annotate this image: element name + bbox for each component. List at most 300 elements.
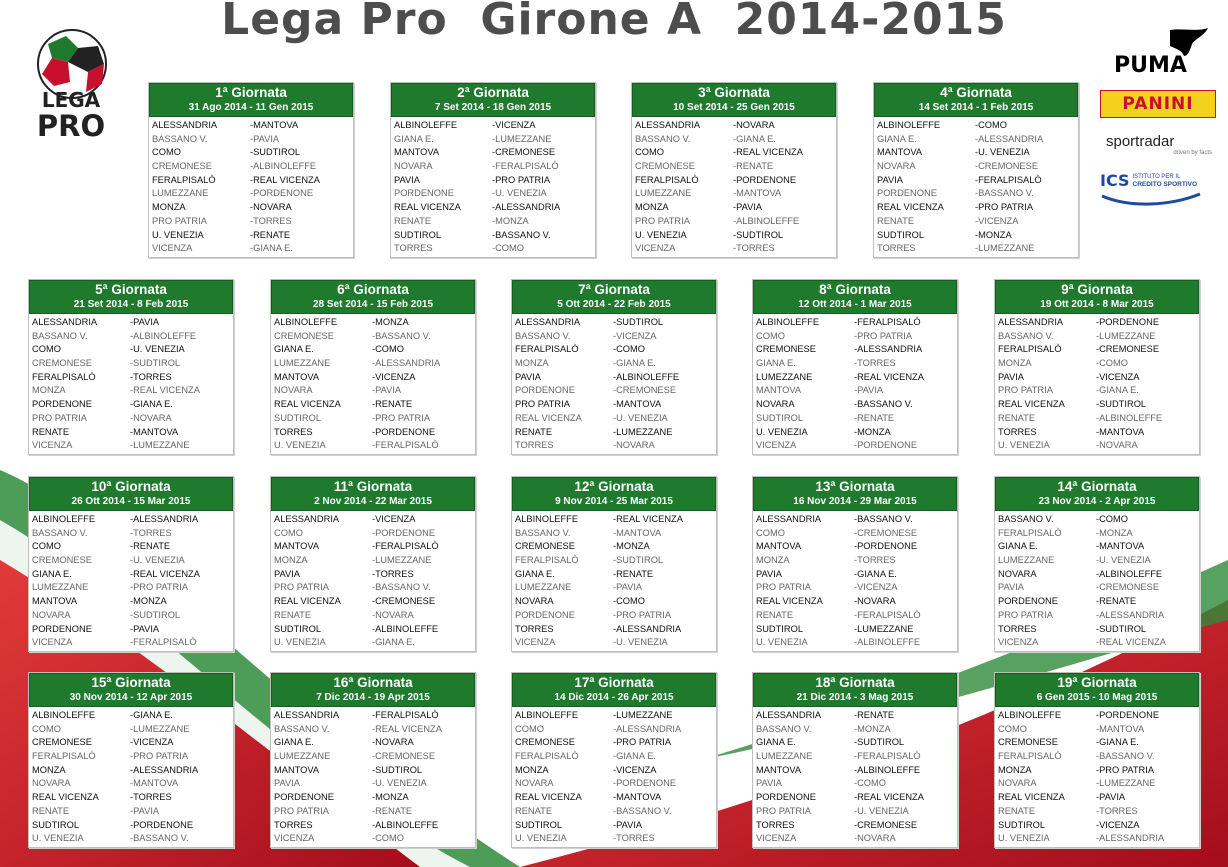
- home-team: LUMEZZANE: [635, 188, 692, 199]
- match-row: [32, 316, 230, 330]
- away-team: -GIANA E.: [250, 243, 293, 254]
- away-team: -VICENZA: [372, 371, 416, 382]
- home-team: LUMEZZANE: [32, 582, 89, 593]
- round-header: [149, 83, 353, 117]
- away-team: -PRO PATRIA: [613, 609, 672, 620]
- away-team: -FERALPISALÒ: [854, 317, 921, 327]
- away-team: -RENATE: [613, 568, 654, 579]
- home-team: REAL VICENZA: [877, 202, 944, 213]
- round-title: 2ª Giornata: [457, 85, 529, 100]
- away-team: -PRO PATRIA: [372, 412, 431, 423]
- round-dates: 26 Ott 2014 - 15 Mar 2015: [71, 496, 191, 507]
- away-team: -CREMONESE: [975, 161, 1039, 172]
- match-row: [32, 426, 230, 440]
- away-team: -FERALPISALÒ: [130, 637, 197, 648]
- away-team: -VICENZA: [372, 514, 416, 524]
- home-team: ALESSANDRIA: [152, 120, 218, 130]
- round-title: 5ª Giornata: [95, 282, 167, 297]
- match-row: [515, 343, 713, 357]
- away-team: -REAL VICENZA: [854, 371, 924, 382]
- home-team: PAVIA: [756, 568, 783, 579]
- away-team: -U. VENEZIA: [613, 412, 668, 423]
- away-team: -SUDTIROL: [130, 609, 181, 620]
- round-dates: 23 Nov 2014 - 2 Apr 2015: [1038, 496, 1156, 507]
- away-team: -ALESSANDRIA: [130, 514, 199, 524]
- home-team: REAL VICENZA: [274, 596, 341, 607]
- match-row: [756, 316, 954, 330]
- away-team: -LUMEZZANE: [492, 133, 552, 144]
- away-team: -RENATE: [1096, 596, 1137, 607]
- match-row: [32, 709, 230, 723]
- home-team: NOVARA: [515, 596, 554, 607]
- match-list: [29, 314, 233, 454]
- away-team: -PAVIA: [130, 623, 160, 634]
- round-header: [29, 673, 233, 707]
- home-team: FERALPISALÒ: [998, 344, 1062, 355]
- match-row: [635, 215, 833, 229]
- away-team: -SUDTIROL: [372, 764, 423, 775]
- match-row: [635, 174, 833, 188]
- match-row: [274, 609, 472, 623]
- away-team: -BASSANO V.: [613, 805, 672, 816]
- round-dates: 30 Nov 2014 - 12 Apr 2015: [69, 692, 193, 703]
- home-team: PRO PATRIA: [274, 582, 329, 593]
- away-team: -U. VENEZIA: [372, 778, 427, 789]
- home-team: MANTOVA: [877, 147, 923, 158]
- away-team: -RENATE: [372, 805, 413, 816]
- match-row: [756, 805, 954, 819]
- away-team: -MONZA: [854, 426, 891, 437]
- away-team: -PAVIA: [372, 385, 402, 396]
- away-team: -NOVARA: [733, 120, 775, 130]
- away-team: -GIANA E.: [1096, 385, 1139, 396]
- match-row: [274, 426, 472, 440]
- match-row: [756, 384, 954, 398]
- match-row: [515, 581, 713, 595]
- match-row: [998, 343, 1196, 357]
- match-row: [515, 777, 713, 791]
- home-team: ALBINOLEFFE: [32, 710, 96, 720]
- home-team: PORDENONE: [998, 596, 1058, 607]
- round-title: 17ª Giornata: [574, 675, 654, 690]
- match-row: [274, 581, 472, 595]
- away-team: -MONZA: [854, 723, 891, 734]
- home-team: PORDENONE: [274, 792, 334, 803]
- away-team: -SUDTIROL: [613, 555, 664, 566]
- home-team: FERALPISALÒ: [515, 344, 579, 355]
- away-team: -NOVARA: [372, 737, 414, 748]
- home-team: MANTOVA: [274, 371, 320, 382]
- home-team: COMO: [274, 527, 303, 538]
- match-row: [274, 636, 472, 650]
- match-row: [274, 805, 472, 819]
- away-team: -CREMONESE: [854, 527, 918, 538]
- round-title: 12ª Giornata: [574, 479, 654, 494]
- away-team: -PAVIA: [733, 202, 763, 213]
- home-team: LUMEZZANE: [998, 555, 1055, 566]
- away-team: -PORDENONE: [854, 440, 918, 451]
- away-team: -TORRES: [130, 527, 172, 538]
- home-team: GIANA E.: [394, 133, 434, 144]
- match-row: [274, 540, 472, 554]
- home-team: COMO: [32, 344, 61, 355]
- away-team: -GIANA E.: [613, 358, 656, 369]
- away-team: -MONZA: [1096, 527, 1133, 538]
- match-row: [998, 357, 1196, 371]
- round-dates: 31 Ago 2014 - 11 Gen 2015: [188, 102, 314, 113]
- home-team: CREMONESE: [756, 344, 816, 355]
- home-team: TORRES: [756, 819, 795, 830]
- away-team: -LUMEZZANE: [854, 623, 914, 634]
- match-list: [271, 707, 475, 847]
- round-header: [874, 83, 1078, 117]
- match-row: [998, 805, 1196, 819]
- match-row: [274, 439, 472, 453]
- home-team: U. VENEZIA: [515, 833, 567, 844]
- match-row: [756, 832, 954, 846]
- match-row: [877, 174, 1075, 188]
- match-row: [515, 513, 713, 527]
- away-team: -SUDTIROL: [613, 317, 664, 327]
- home-team: ALESSANDRIA: [635, 120, 701, 130]
- away-team: -ALBINOLEFFE: [372, 819, 439, 830]
- match-row: [998, 384, 1196, 398]
- match-row: [32, 581, 230, 595]
- match-row: [756, 777, 954, 791]
- match-list: [995, 707, 1199, 847]
- away-team: -ALBINOLEFFE: [130, 330, 197, 341]
- home-team: U. VENEZIA: [274, 637, 326, 648]
- home-team: BASSANO V.: [635, 133, 691, 144]
- away-team: -U. VENEZIA: [1096, 555, 1151, 566]
- home-team: BASSANO V.: [274, 723, 330, 734]
- match-row: [274, 357, 472, 371]
- round-header: [29, 477, 233, 511]
- match-row: [515, 371, 713, 385]
- home-team: ALESSANDRIA: [756, 710, 822, 720]
- away-team: -CREMONESE: [1096, 582, 1160, 593]
- home-team: ALESSANDRIA: [274, 710, 340, 720]
- away-team: -VICENZA: [854, 582, 898, 593]
- match-row: [998, 791, 1196, 805]
- home-team: RENATE: [998, 805, 1036, 816]
- match-row: [877, 119, 1075, 133]
- round-title: 6ª Giornata: [337, 282, 409, 297]
- match-row: [394, 146, 592, 160]
- home-team: MONZA: [998, 358, 1032, 369]
- match-row: [877, 229, 1075, 243]
- match-row: [32, 750, 230, 764]
- match-row: [756, 343, 954, 357]
- away-team: -MANTOVA: [250, 120, 299, 130]
- home-team: PORDENONE: [32, 623, 92, 634]
- panini-text: PANINI: [1122, 94, 1194, 114]
- round-title: 9ª Giornata: [1061, 282, 1133, 297]
- match-row: [32, 357, 230, 371]
- home-team: PRO PATRIA: [635, 215, 690, 226]
- match-row: [998, 832, 1196, 846]
- away-team: -VICENZA: [492, 120, 536, 130]
- away-team: -MANTOVA: [613, 399, 662, 410]
- away-team: -CREMONESE: [372, 596, 436, 607]
- home-team: GIANA E.: [274, 737, 314, 748]
- round-header: [995, 280, 1199, 314]
- away-team: -TORRES: [854, 358, 896, 369]
- away-team: -GIANA E.: [733, 133, 776, 144]
- round-dates: 9 Nov 2014 - 25 Mar 2015: [555, 496, 673, 507]
- home-team: REAL VICENZA: [756, 596, 823, 607]
- home-team: VICENZA: [635, 243, 676, 254]
- round-title: 19ª Giornata: [1057, 675, 1137, 690]
- home-team: REAL VICENZA: [394, 202, 461, 213]
- away-team: -MONZA: [130, 596, 167, 607]
- match-row: [515, 791, 713, 805]
- home-team: PAVIA: [274, 778, 301, 789]
- match-row: [32, 791, 230, 805]
- match-row: [756, 554, 954, 568]
- away-team: -LUMEZZANE: [372, 555, 432, 566]
- home-team: SUDTIROL: [877, 229, 925, 240]
- away-team: -NOVARA: [854, 833, 896, 844]
- home-team: MONZA: [998, 764, 1032, 775]
- home-team: U. VENEZIA: [274, 440, 326, 451]
- match-list: [753, 314, 957, 454]
- home-team: MONZA: [152, 202, 186, 213]
- home-team: MONZA: [32, 764, 66, 775]
- match-row: [756, 623, 954, 637]
- home-team: MANTOVA: [32, 596, 78, 607]
- match-row: [756, 412, 954, 426]
- match-row: [32, 609, 230, 623]
- match-list: [29, 707, 233, 847]
- home-team: PRO PATRIA: [515, 399, 570, 410]
- home-team: U. VENEZIA: [998, 440, 1050, 451]
- away-team: -GIANA E.: [854, 568, 897, 579]
- ics-swoosh-icon: [1100, 190, 1214, 206]
- away-team: -PRO PATRIA: [613, 737, 672, 748]
- home-team: MANTOVA: [756, 385, 802, 396]
- home-team: CREMONESE: [998, 737, 1058, 748]
- home-team: PAVIA: [877, 174, 904, 185]
- match-row: [756, 540, 954, 554]
- match-row: [998, 736, 1196, 750]
- home-team: COMO: [32, 541, 61, 552]
- match-row: [635, 160, 833, 174]
- home-team: PAVIA: [515, 371, 542, 382]
- round-card: [270, 279, 476, 455]
- away-team: -PORDENONE: [372, 527, 436, 538]
- home-team: BASSANO V.: [152, 133, 208, 144]
- away-team: -SUDTIROL: [1096, 399, 1147, 410]
- match-row: [998, 609, 1196, 623]
- home-team: REAL VICENZA: [274, 399, 341, 410]
- match-row: [756, 330, 954, 344]
- match-row: [274, 527, 472, 541]
- match-row: [998, 623, 1196, 637]
- match-list: [512, 707, 716, 847]
- away-team: -REAL VICENZA: [1096, 637, 1166, 648]
- round-card: [28, 279, 234, 455]
- match-row: [394, 215, 592, 229]
- home-team: SUDTIROL: [998, 819, 1046, 830]
- away-team: -PRO PATRIA: [130, 582, 189, 593]
- match-row: [394, 187, 592, 201]
- round-header: [753, 673, 957, 707]
- round-title: 14ª Giornata: [1057, 479, 1137, 494]
- home-team: REAL VICENZA: [515, 792, 582, 803]
- home-team: RENATE: [998, 412, 1036, 423]
- match-list: [271, 314, 475, 454]
- round-header: [753, 477, 957, 511]
- match-row: [32, 636, 230, 650]
- home-team: REAL VICENZA: [515, 412, 582, 423]
- match-row: [515, 384, 713, 398]
- away-team: -GIANA E.: [130, 399, 173, 410]
- home-team: MONZA: [274, 555, 308, 566]
- away-team: -ALBINOLEFFE: [733, 215, 800, 226]
- away-team: -ALBINOLEFFE: [613, 371, 680, 382]
- home-team: GIANA E.: [515, 568, 555, 579]
- away-team: -SUDTIROL: [733, 229, 784, 240]
- home-team: PAVIA: [394, 174, 421, 185]
- round-card: [270, 672, 476, 848]
- match-list: [512, 511, 716, 651]
- away-team: -COMO: [854, 778, 887, 789]
- round-dates: 5 Ott 2014 - 22 Feb 2015: [557, 299, 671, 310]
- match-row: [635, 242, 833, 256]
- match-row: [394, 160, 592, 174]
- home-team: CREMONESE: [32, 737, 92, 748]
- away-team: -SUDTIROL: [130, 358, 181, 369]
- round-header: [995, 477, 1199, 511]
- away-team: -SUDTIROL: [854, 737, 905, 748]
- away-team: -COMO: [613, 596, 646, 607]
- home-team: MANTOVA: [274, 541, 320, 552]
- home-team: ALESSANDRIA: [756, 514, 822, 524]
- home-team: MONZA: [515, 764, 549, 775]
- match-row: [515, 426, 713, 440]
- match-row: [32, 554, 230, 568]
- away-team: -COMO: [975, 120, 1008, 130]
- match-row: [756, 709, 954, 723]
- away-team: -PAVIA: [854, 385, 884, 396]
- match-row: [274, 330, 472, 344]
- puma-logo: [1112, 26, 1212, 78]
- match-row: [274, 623, 472, 637]
- match-row: [998, 568, 1196, 582]
- match-row: [515, 709, 713, 723]
- match-row: [635, 229, 833, 243]
- home-team: LUMEZZANE: [274, 751, 331, 762]
- away-team: -NOVARA: [250, 202, 292, 213]
- home-team: SUDTIROL: [394, 229, 442, 240]
- round-card: [994, 476, 1200, 652]
- match-row: [998, 636, 1196, 650]
- away-team: -CREMONESE: [854, 819, 918, 830]
- away-team: -COMO: [1096, 358, 1129, 369]
- home-team: GIANA E.: [274, 344, 314, 355]
- home-team: COMO: [998, 723, 1027, 734]
- lega-pro-logo: [8, 22, 134, 144]
- away-team: -PAVIA: [613, 819, 643, 830]
- home-team: PAVIA: [998, 371, 1025, 382]
- home-team: MANTOVA: [274, 764, 320, 775]
- home-team: U. VENEZIA: [152, 229, 204, 240]
- match-row: [515, 568, 713, 582]
- match-row: [274, 723, 472, 737]
- round-title: 18ª Giornata: [815, 675, 895, 690]
- match-row: [32, 384, 230, 398]
- round-card: [873, 82, 1079, 258]
- home-team: CREMONESE: [515, 541, 575, 552]
- home-team: MANTOVA: [756, 764, 802, 775]
- round-header: [753, 280, 957, 314]
- home-team: NOVARA: [394, 161, 433, 172]
- round-title: 11ª Giornata: [333, 479, 413, 494]
- match-row: [515, 609, 713, 623]
- away-team: -MANTOVA: [613, 792, 662, 803]
- match-row: [515, 819, 713, 833]
- away-team: -CREMONESE: [492, 147, 556, 158]
- match-row: [998, 426, 1196, 440]
- round-dates: 14 Dic 2014 - 26 Apr 2015: [554, 692, 674, 703]
- match-row: [32, 723, 230, 737]
- away-team: -VICENZA: [130, 737, 174, 748]
- round-header: [995, 673, 1199, 707]
- home-team: VICENZA: [152, 243, 193, 254]
- away-team: -LUMEZZANE: [130, 440, 190, 451]
- home-team: LUMEZZANE: [756, 371, 813, 382]
- home-team: ALBINOLEFFE: [515, 514, 579, 524]
- home-team: TORRES: [394, 243, 433, 254]
- home-team: NOVARA: [877, 161, 916, 172]
- away-team: -FERALPISALÒ: [492, 161, 559, 172]
- round-card: [28, 476, 234, 652]
- round-header: [271, 477, 475, 511]
- away-team: -TORRES: [250, 215, 292, 226]
- away-team: -PRO PATRIA: [975, 202, 1034, 213]
- home-team: U. VENEZIA: [32, 833, 84, 844]
- away-team: -GIANA E.: [1096, 737, 1139, 748]
- away-team: -ALBINOLEFFE: [1096, 568, 1163, 579]
- match-list: [391, 117, 595, 257]
- away-team: -SUDTIROL: [1096, 623, 1147, 634]
- away-team: -FERALPISALÒ: [372, 710, 439, 720]
- match-row: [998, 723, 1196, 737]
- match-row: [515, 554, 713, 568]
- round-dates: 14 Set 2014 - 1 Feb 2015: [918, 102, 1034, 113]
- away-team: -VICENZA: [975, 215, 1019, 226]
- match-row: [877, 160, 1075, 174]
- away-team: -CREMONESE: [372, 751, 436, 762]
- away-team: -PORDENONE: [250, 188, 314, 199]
- match-row: [32, 513, 230, 527]
- round-title: 7ª Giornata: [578, 282, 650, 297]
- round-dates: 6 Gen 2015 - 10 Mag 2015: [1036, 692, 1158, 703]
- match-row: [756, 371, 954, 385]
- away-team: -PAVIA: [130, 317, 160, 327]
- away-team: -VICENZA: [613, 764, 657, 775]
- match-row: [877, 187, 1075, 201]
- match-row: [32, 343, 230, 357]
- home-team: REAL VICENZA: [32, 792, 99, 803]
- round-card: [631, 82, 837, 258]
- away-team: -ALESSANDRIA: [613, 623, 682, 634]
- home-team: NOVARA: [998, 568, 1037, 579]
- round-dates: 10 Set 2014 - 25 Gen 2015: [673, 102, 795, 113]
- away-team: -MONZA: [372, 317, 409, 327]
- home-team: NOVARA: [32, 778, 71, 789]
